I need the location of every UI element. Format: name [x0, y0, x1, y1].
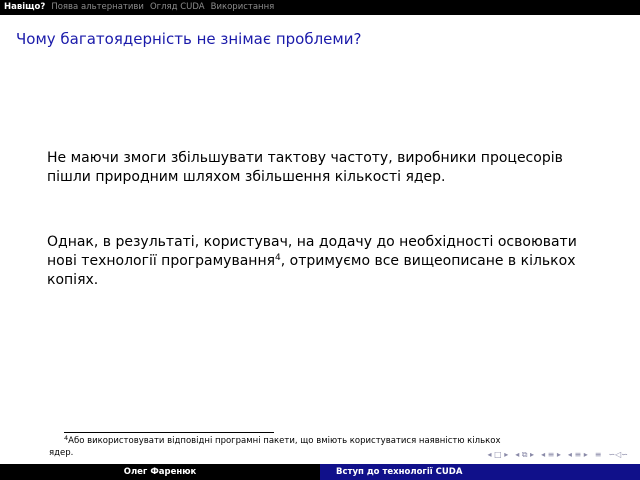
nav-search-icon[interactable]: ∽◁∽ [608, 450, 628, 459]
nav-section-cuda-overview[interactable]: Огляд CUDA [149, 2, 205, 12]
nav-section-icon[interactable]: ◂ ≡ ▸ [541, 450, 561, 459]
nav-section-usage[interactable]: Використання [210, 2, 275, 12]
footnote-divider [64, 432, 274, 433]
nav-section-alternative[interactable]: Поява альтернативи [51, 2, 144, 12]
paragraph-consequence [47, 233, 607, 290]
nav-frame-icon[interactable]: ◂ □ ▸ [487, 450, 509, 459]
footer-talk-title: Вступ до технології CUDA [320, 464, 640, 480]
footnote-mark: 4 [64, 434, 69, 442]
footer-bar [0, 464, 640, 480]
paragraph-consequence-end: , отримуємо все вищеописане в кількох копіях. [47, 253, 576, 288]
nav-section-why[interactable]: Навіщо? [4, 2, 46, 12]
section-navigation-bar [0, 0, 640, 15]
paragraph-frequency: Не маючи змоги збільшувати тактову частоту, виробники процесорів пішли природним шляхом збільшення кількості ядер. [47, 150, 563, 185]
nav-subsection-icon[interactable]: ◂ ⧉ ▸ [515, 450, 535, 459]
footer-author: Олег Фаренюк [0, 464, 320, 480]
nav-document-icon[interactable]: ◂ ≡ ▸ [567, 450, 588, 459]
slide-title: Чому багатоядерність не знімає проблеми? [16, 30, 362, 48]
paragraph-consequence-start: Однак, в результаті, користувач, на додачу до необхідності освоювати нові технології програмування [47, 234, 577, 269]
footnote-reference[interactable]: 4 [275, 253, 281, 263]
beamer-navigation-symbols [488, 450, 628, 460]
nav-appendix-icon[interactable]: ≡ [594, 450, 602, 459]
footnote-text: Або використовувати відповідні програмні пакети, що вміють користуватися наявністю кількох [68, 436, 501, 446]
footnote-text-tail: ядер. [49, 448, 74, 458]
